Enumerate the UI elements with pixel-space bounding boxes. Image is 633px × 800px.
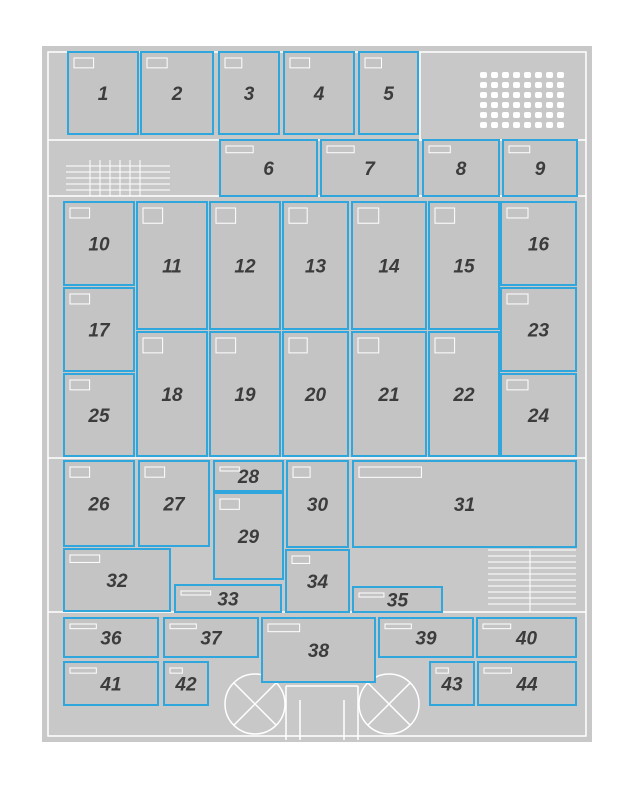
seat	[491, 82, 498, 88]
seat	[557, 112, 564, 118]
seat	[480, 122, 487, 128]
seat	[502, 102, 509, 108]
seat	[480, 92, 487, 98]
seat	[502, 92, 509, 98]
room-7-label: 7	[364, 159, 375, 180]
room-12-label: 12	[234, 256, 256, 278]
seat	[513, 72, 520, 78]
room-38-label: 38	[307, 641, 330, 662]
room-10-label: 10	[88, 234, 110, 256]
room-18-label: 18	[161, 385, 183, 406]
seat	[524, 112, 531, 118]
room-15-label: 15	[453, 256, 475, 278]
seat	[513, 82, 520, 88]
seat	[546, 122, 553, 128]
room-37-label: 37	[200, 628, 222, 650]
room-43-label: 43	[441, 674, 463, 696]
room-28-label: 28	[237, 467, 260, 488]
room-6-label: 6	[263, 159, 274, 180]
room-11-label: 11	[162, 256, 182, 278]
seat	[535, 122, 542, 128]
seat	[524, 122, 531, 128]
seat	[502, 112, 509, 118]
seat	[535, 112, 542, 118]
seat	[557, 72, 564, 78]
room-29-label: 29	[237, 527, 260, 548]
room-42-label: 42	[175, 674, 197, 696]
room-20-label: 20	[304, 385, 327, 406]
seat	[491, 72, 498, 78]
seat	[535, 102, 542, 108]
seat	[480, 112, 487, 118]
seat	[491, 112, 498, 118]
room-40-label: 40	[515, 628, 538, 650]
seat	[557, 102, 564, 108]
seat	[546, 102, 553, 108]
seat	[524, 92, 531, 98]
seat	[546, 82, 553, 88]
room-2-label: 2	[171, 84, 183, 105]
seat	[546, 112, 553, 118]
room-1-label: 1	[97, 84, 109, 105]
room-16-label: 16	[527, 234, 550, 256]
room-13-label: 13	[304, 256, 327, 278]
room-23-label: 23	[527, 320, 550, 342]
seat	[557, 82, 564, 88]
room-41-label: 41	[100, 674, 122, 696]
room-17-label: 17	[88, 320, 110, 342]
seat	[502, 122, 509, 128]
room-25-label: 25	[88, 406, 110, 427]
seat	[513, 102, 520, 108]
room-22-label: 22	[453, 385, 475, 406]
seat	[535, 72, 542, 78]
room-34-label: 34	[306, 572, 329, 593]
seat	[480, 72, 487, 78]
seat	[524, 82, 531, 88]
seat	[513, 92, 520, 98]
room-14-label: 14	[378, 256, 400, 278]
room-5-label: 5	[383, 84, 394, 105]
seat	[546, 72, 553, 78]
seat	[513, 122, 520, 128]
room-9-label: 9	[534, 159, 546, 180]
seat	[535, 82, 542, 88]
seat	[557, 122, 564, 128]
seat	[513, 112, 520, 118]
seat	[524, 72, 531, 78]
room-26-label: 26	[88, 494, 110, 516]
seat	[491, 92, 498, 98]
room-27-label: 27	[163, 494, 185, 516]
seat	[502, 82, 509, 88]
room-4-label: 4	[313, 84, 325, 105]
seat	[557, 92, 564, 98]
seat	[480, 82, 487, 88]
room-8-label: 8	[455, 159, 467, 180]
room-31-label: 31	[453, 495, 476, 516]
room-33-label: 33	[217, 589, 239, 611]
seat	[491, 102, 498, 108]
room-36-label: 36	[100, 628, 122, 650]
room-30-label: 30	[306, 495, 329, 516]
room-24-label: 24	[527, 406, 550, 427]
seat	[480, 102, 487, 108]
seat	[491, 122, 498, 128]
room-19-label: 19	[234, 385, 256, 406]
seat	[502, 72, 509, 78]
room-35-label: 35	[386, 590, 409, 612]
seat	[546, 92, 553, 98]
room-32-label: 32	[106, 571, 128, 592]
room-3-label: 3	[243, 84, 255, 105]
seat	[524, 102, 531, 108]
room-21-label: 21	[378, 385, 400, 406]
room-39-label: 39	[415, 628, 437, 650]
room-44-label: 44	[516, 674, 538, 696]
seat	[535, 92, 542, 98]
